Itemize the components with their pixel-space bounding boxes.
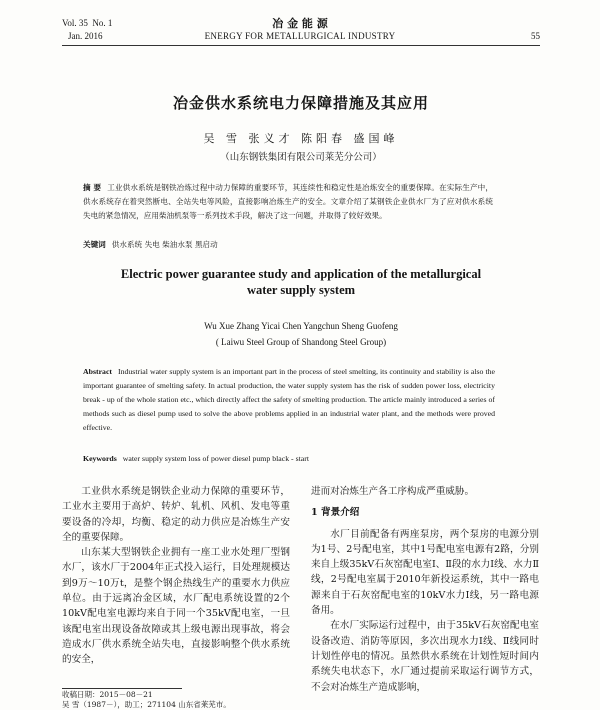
abstract-cn-label: 摘 要 [83, 183, 102, 192]
abstract-en-label: Abstract [83, 367, 113, 376]
issue-date: Jan. 2016 [68, 31, 103, 41]
keywords-en [83, 452, 495, 466]
abstract-cn-text: 工业供水系统是钢铁冶炼过程中动力保障的重要环节，其连续性和稳定性是冶炼安全的重要保障。在实际生产中，供水系统存在着突然断电、全站失电等风险，直接影响冶炼生产的安全。文章介绍了某钢铁企业供水厂为了应对供水系统失电的紧急情况，应用柴油机泵等一系列技术手段，解决了这一问题，并取得了较好效果。 [83, 183, 493, 220]
body-paragraph: 山东某大型钢铁企业拥有一座工业水处理厂型钢水厂，该水厂于2004年正式投入运行，目处理规模达到9万～10万t，是整个钢企热线生产的重要水力供应单位。由于远离冶金区域，水厂配电系统设置的2个10kV配电室电源均来自于同一个35kV配电室，一旦该配电室出现设备故障或其上级电源出现事故，将会造成水厂供水系统全站失电，直接影响整个供水系统的安全， [62, 547, 290, 666]
header-rule [62, 45, 540, 46]
body-paragraph-continued: 进而对冶炼生产各工序构成严重威胁。 [311, 486, 475, 497]
issue-number: No. 1 [92, 18, 113, 28]
keywords-cn-text: 供水系统 失电 柴油水泵 黑启动 [111, 240, 218, 249]
page-number: 55 [531, 31, 540, 41]
affiliation-cn: （山东钢铁集团有限公司莱芜分公司） [220, 152, 382, 163]
authors-cn: 吴 雪 张义才 陈阳春 盛国峰 [203, 132, 399, 145]
authors-en: Wu Xue Zhang Yicai Chen Yangchun Sheng Guofeng [204, 321, 398, 331]
footnote-author: 吴 雪（1987－），助工；271104 山东省莱芜市。 [62, 700, 231, 709]
volume: Vol. 35 [62, 18, 88, 28]
journal-name-en: ENERGY FOR METALLURGICAL INDUSTRY [204, 31, 396, 41]
paper-title-en: Electric power guarantee study and application of the metallurgical water supply system [120, 267, 482, 297]
paper-title-cn: 冶金供水系统电力保障措施及其应用 [172, 94, 429, 112]
abstract-en-text: Industrial water supply system is an important part in the process of steel smelting, its continuity and stability is also the important guarantee of smelting safety. In actual production, the water supply system has the risk of sudden power loss, electricity break - up of the whole station etc., which directly affect the safety of smelting production. The article mainly introduced a series of methods such as diesel pump used to solve the above problems applied in an industrial water plant, and the methods were proved effective. [83, 367, 495, 432]
body-paragraph: 工业供水系统是钢铁企业动力保障的重要环节，工业水主要用于高炉、转炉、轧机、风机、发电等重要设备的冷却，均衡、稳定的动力供应是冶炼生产安全的重要保障。 [62, 486, 290, 543]
abstract-cn [83, 181, 493, 223]
affiliation-en: ( Laiwu Steel Group of Shandong Steel Group) [215, 337, 387, 347]
body-paragraph: 在水厂实际运行过程中，由于35kV石灰窑配电室设备改造、消防等原因，多次出现水力Ⅰ线、Ⅱ线同时计划性停电的情况。虽然供水系统在计划性短时间内系统失电状态下，水厂通过提前采取运行调节方式，不会对冶炼生产造成影响， [311, 620, 539, 693]
body-left-column [62, 484, 290, 668]
keywords-cn [83, 238, 493, 252]
keywords-cn-label: 关键词 [83, 240, 106, 249]
body-paragraph: 水厂目前配备有两座泵房，两个泵房的电源分别为1号、2号配电室，其中1号配电室电源有2路，分别来自上级35kV石灰窑配电室Ⅰ、Ⅱ段的水力Ⅰ线、水力Ⅱ线，2号配电室属于2010年新投运系统，其中一路电源来自于石灰窑配电室的10kV水力Ⅰ线，另一路电源备用。 [311, 528, 539, 617]
footnote-received: 收稿日期：2015－08－21 [62, 690, 153, 699]
abstract-en [83, 365, 495, 435]
keywords-en-text: water supply system loss of power diesel pump black - start [122, 454, 310, 463]
journal-name-cn: 冶 金 能 源 [272, 17, 328, 30]
body-right-column [311, 484, 539, 695]
section-heading: 1 背景介绍 [311, 507, 360, 519]
keywords-en-label: Keywords [83, 454, 117, 463]
footnote-rule [62, 688, 182, 689]
